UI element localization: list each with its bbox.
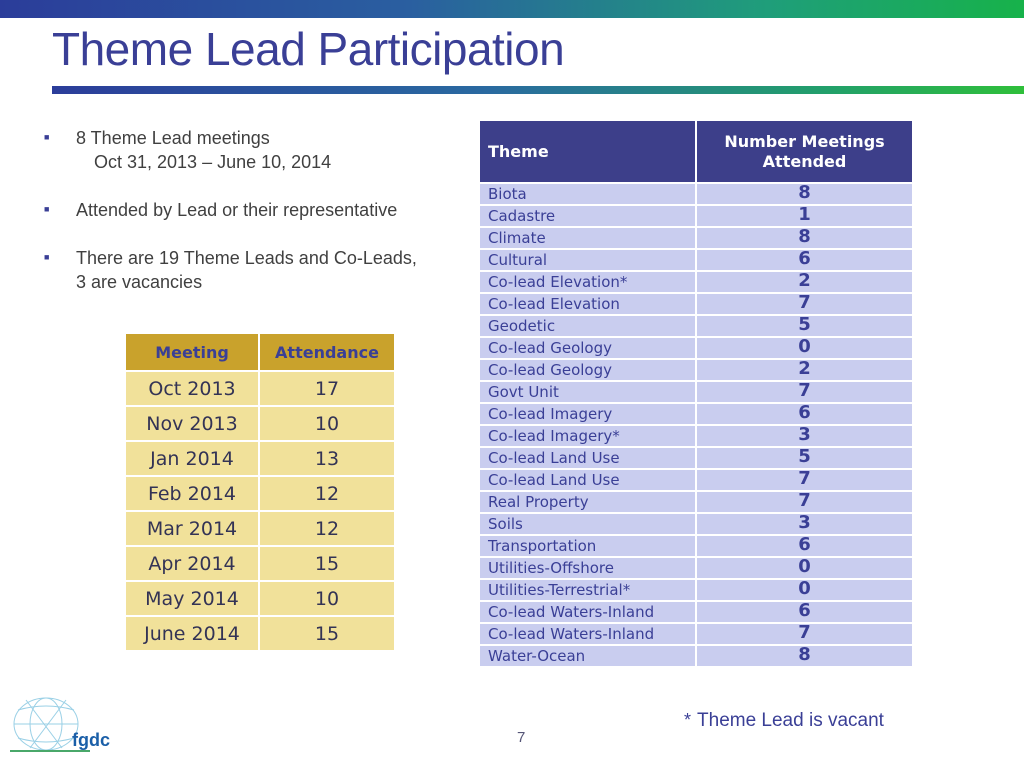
- theme-name-cell: Co-lead Geology: [479, 337, 696, 359]
- attendance-cell: 17: [259, 371, 395, 406]
- theme-count-cell: 7: [696, 623, 913, 645]
- bullet-text: Attended by Lead or their representative: [76, 200, 398, 220]
- theme-name-cell: Utilities-Terrestrial*: [479, 579, 696, 601]
- bullet-text: 8 Theme Lead meetings: [76, 128, 270, 148]
- meeting-cell: Nov 2013: [125, 406, 259, 441]
- page-title: Theme Lead Participation: [52, 23, 565, 75]
- header-meetings-attended: [696, 120, 913, 183]
- theme-count-cell: 6: [696, 601, 913, 623]
- theme-count-cell: 7: [696, 491, 913, 513]
- theme-name-cell: Utilities-Offshore: [479, 557, 696, 579]
- attendance-header-row: [125, 333, 395, 371]
- table-row: [479, 557, 913, 579]
- theme-name-cell: Co-lead Waters-Inland: [479, 601, 696, 623]
- table-row: [479, 601, 913, 623]
- theme-count-cell: 2: [696, 271, 913, 293]
- theme-name-cell: Co-lead Imagery*: [479, 425, 696, 447]
- meeting-cell: Apr 2014: [125, 546, 259, 581]
- theme-name-cell: Geodetic: [479, 315, 696, 337]
- theme-count-cell: 7: [696, 293, 913, 315]
- header-attendance: Attendance: [259, 333, 395, 371]
- theme-count-cell: 2: [696, 359, 913, 381]
- table-row: [479, 271, 913, 293]
- globe-grid-icon: [6, 692, 126, 762]
- theme-name-cell: Co-lead Land Use: [479, 447, 696, 469]
- square-bullet-icon: ■: [44, 204, 50, 214]
- theme-count-cell: 7: [696, 469, 913, 491]
- meeting-cell: Oct 2013: [125, 371, 259, 406]
- square-bullet-icon: ■: [44, 252, 50, 262]
- table-row: [479, 491, 913, 513]
- header-theme: Theme: [479, 120, 696, 183]
- theme-name-cell: Co-lead Geology: [479, 359, 696, 381]
- bullet-subtext: Oct 31, 2013 – June 10, 2014: [94, 152, 332, 172]
- table-row: [479, 293, 913, 315]
- bullet-subtext: 3 are vacancies: [76, 272, 203, 292]
- attendance-table: [124, 332, 396, 652]
- top-gradient-bar: [0, 0, 1024, 18]
- table-row: [479, 645, 913, 667]
- table-row: [125, 546, 395, 581]
- footnote-star: *: [684, 710, 692, 730]
- table-row: [479, 249, 913, 271]
- theme-name-cell: Govt Unit: [479, 381, 696, 403]
- attendance-cell: 10: [259, 406, 395, 441]
- meeting-cell: Jan 2014: [125, 441, 259, 476]
- header-meeting: Meeting: [125, 333, 259, 371]
- table-row: [125, 371, 395, 406]
- theme-count-cell: 8: [696, 227, 913, 249]
- page-number: 7: [517, 729, 526, 746]
- bullet-item: [44, 246, 464, 294]
- table-row: [125, 616, 395, 651]
- theme-count-cell: 3: [696, 425, 913, 447]
- theme-table: [478, 119, 914, 668]
- table-row: [479, 403, 913, 425]
- theme-count-cell: 5: [696, 447, 913, 469]
- theme-name-cell: Cadastre: [479, 205, 696, 227]
- theme-name-cell: Real Property: [479, 491, 696, 513]
- title-underline: [52, 86, 1024, 94]
- table-row: [479, 381, 913, 403]
- fgdc-logo: [6, 692, 126, 762]
- table-row: [479, 425, 913, 447]
- bullet-item: [44, 126, 464, 174]
- header-meetings-line2: Attended: [762, 151, 847, 171]
- theme-count-cell: 0: [696, 557, 913, 579]
- theme-name-cell: Co-lead Land Use: [479, 469, 696, 491]
- table-row: [125, 441, 395, 476]
- table-row: [479, 513, 913, 535]
- bullet-list: [44, 126, 464, 318]
- table-row: [479, 623, 913, 645]
- theme-count-cell: 8: [696, 645, 913, 667]
- logo-text: fgdc: [72, 730, 110, 750]
- meeting-cell: May 2014: [125, 581, 259, 616]
- table-row: [479, 205, 913, 227]
- theme-count-cell: 7: [696, 381, 913, 403]
- table-row: [479, 469, 913, 491]
- attendance-cell: 13: [259, 441, 395, 476]
- theme-name-cell: Co-lead Imagery: [479, 403, 696, 425]
- meeting-cell: Feb 2014: [125, 476, 259, 511]
- theme-name-cell: Cultural: [479, 249, 696, 271]
- table-row: [479, 359, 913, 381]
- attendance-cell: 15: [259, 616, 395, 651]
- theme-count-cell: 1: [696, 205, 913, 227]
- theme-count-cell: 6: [696, 403, 913, 425]
- table-row: [125, 511, 395, 546]
- attendance-cell: 10: [259, 581, 395, 616]
- theme-name-cell: Transportation: [479, 535, 696, 557]
- theme-count-cell: 6: [696, 249, 913, 271]
- footnote-text: Theme Lead is vacant: [697, 710, 884, 731]
- theme-count-cell: 6: [696, 535, 913, 557]
- table-row: [125, 581, 395, 616]
- square-bullet-icon: ■: [44, 132, 50, 142]
- theme-count-cell: 0: [696, 579, 913, 601]
- theme-count-cell: 0: [696, 337, 913, 359]
- theme-count-cell: 5: [696, 315, 913, 337]
- table-row: [479, 447, 913, 469]
- theme-name-cell: Climate: [479, 227, 696, 249]
- table-row: [479, 579, 913, 601]
- vacant-footnote: [684, 710, 884, 732]
- bullet-text: There are 19 Theme Leads and Co-Leads,: [76, 248, 417, 268]
- theme-name-cell: Co-lead Elevation: [479, 293, 696, 315]
- theme-count-cell: 3: [696, 513, 913, 535]
- theme-name-cell: Co-lead Waters-Inland: [479, 623, 696, 645]
- attendance-cell: 15: [259, 546, 395, 581]
- attendance-cell: 12: [259, 476, 395, 511]
- attendance-cell: 12: [259, 511, 395, 546]
- table-row: [479, 227, 913, 249]
- table-row: [125, 476, 395, 511]
- table-row: [479, 535, 913, 557]
- theme-name-cell: Water-Ocean: [479, 645, 696, 667]
- theme-header-row: [479, 120, 913, 183]
- meeting-cell: Mar 2014: [125, 511, 259, 546]
- table-row: [479, 183, 913, 205]
- table-row: [479, 315, 913, 337]
- theme-count-cell: 8: [696, 183, 913, 205]
- header-meetings-line1: Number Meetings: [724, 131, 885, 151]
- table-row: [479, 337, 913, 359]
- table-row: [125, 406, 395, 441]
- theme-name-cell: Soils: [479, 513, 696, 535]
- theme-name-cell: Co-lead Elevation*: [479, 271, 696, 293]
- meeting-cell: June 2014: [125, 616, 259, 651]
- theme-name-cell: Biota: [479, 183, 696, 205]
- bullet-item: [44, 198, 464, 222]
